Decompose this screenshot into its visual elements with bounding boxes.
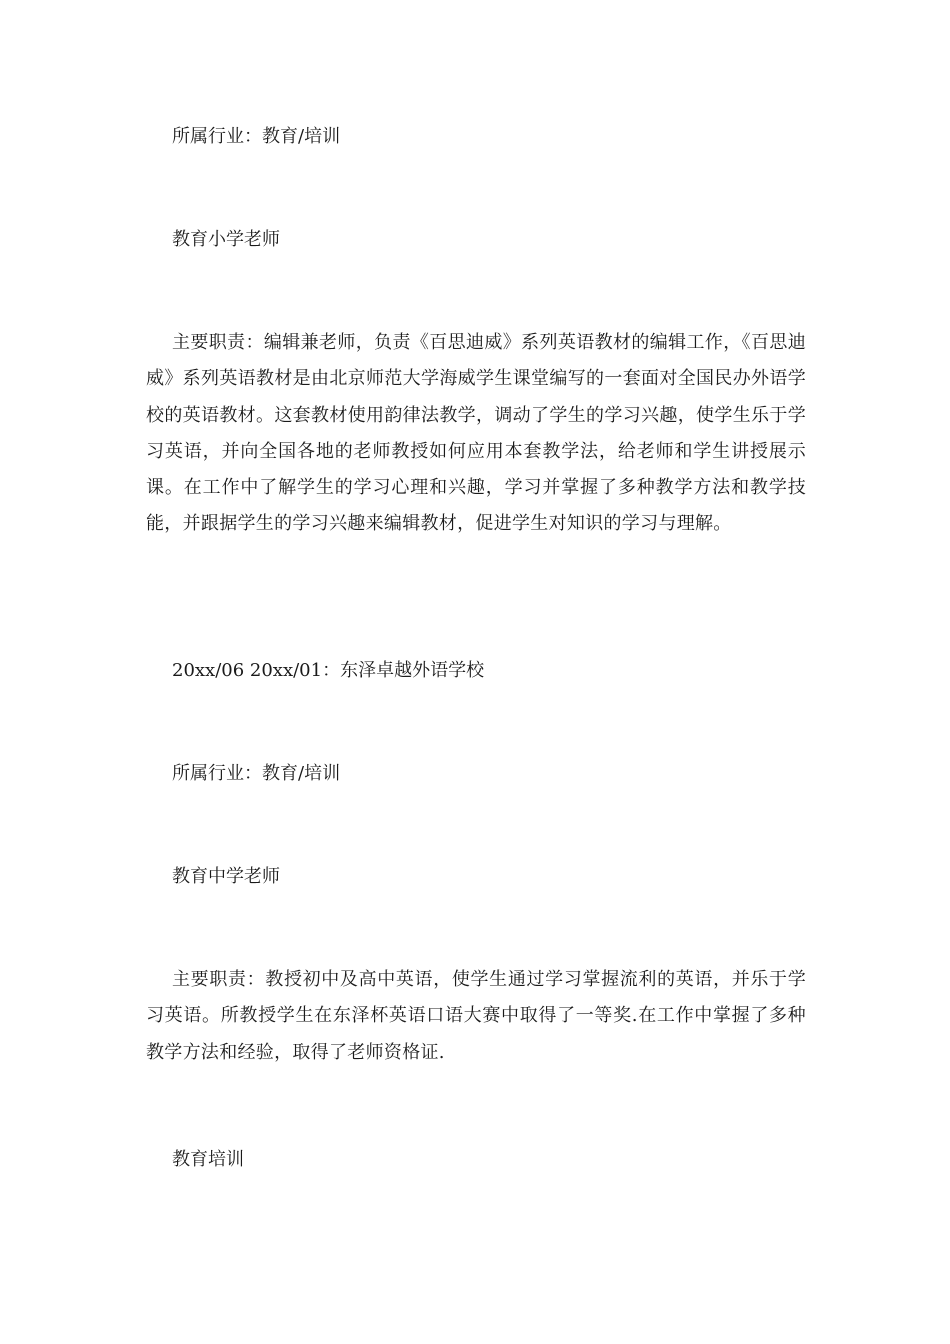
industry-line-1: 所属行业：教育/培训	[172, 126, 341, 147]
duties-paragraph-1: 主要职责：编辑兼老师，负责《百思迪威》系列英语教材的编辑工作，《百思迪威》系列英语教材是由北京师范大学海威学生课堂编写的一套面对全国民办外语学校的英语教材。这套教材使用韵律法教学，调动了学生的学习兴趣，使学生乐于学习英语，并向全国各地的老师教授如何应用本套教学法，给老师和学生讲授展示课。在工作中了解学生的学习心理和兴趣，学习并掌握了多种教学方法和教学技能，并跟据学生的学习兴趣来编辑教材，促进学生对知识的学习与理解。	[146, 332, 806, 535]
position-title-1: 教育小学老师	[172, 229, 280, 250]
section-heading: 教育培训	[172, 1149, 244, 1170]
employment-period-line: 20xx/06 20xx/01：东泽卓越外语学校	[172, 660, 485, 681]
industry-line-2: 所属行业：教育/培训	[172, 763, 341, 784]
duties-paragraph-2: 主要职责：教授初中及高中英语，使学生通过学习掌握流利的英语，并乐于学习英语。所教授学生在东泽杯英语口语大赛中取得了一等奖.在工作中掌握了多种教学方法和经验，取得了老师资格证.	[146, 969, 806, 1063]
position-title-2: 教育中学老师	[172, 866, 280, 887]
